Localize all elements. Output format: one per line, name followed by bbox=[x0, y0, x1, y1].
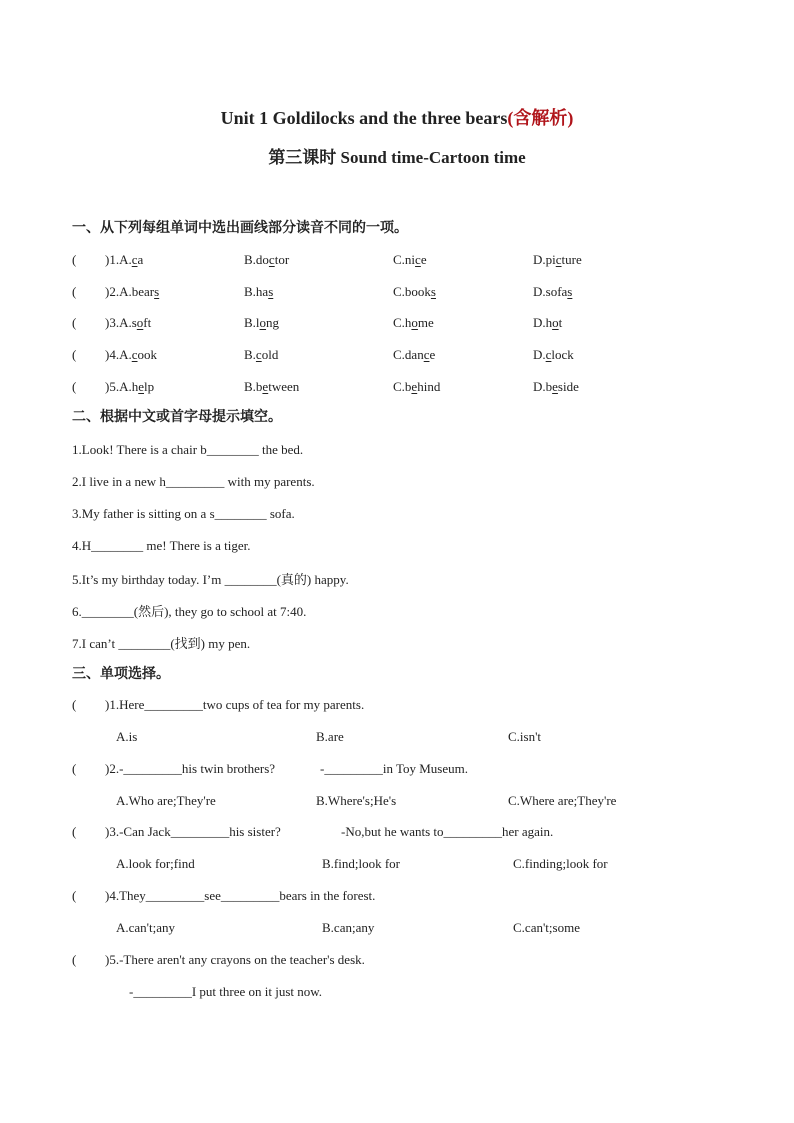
underlined-letter: c bbox=[545, 347, 552, 362]
phonics-option-d: D.hot bbox=[533, 315, 563, 330]
mc-option: C.can't;some bbox=[513, 920, 580, 935]
underlined-letter: s bbox=[567, 284, 573, 299]
question-number: )2. bbox=[105, 284, 120, 299]
underlined-letter: c bbox=[423, 347, 430, 362]
answer-paren: ( bbox=[72, 284, 77, 299]
question-number: )1. bbox=[105, 252, 120, 267]
document-title: Unit 1 Goldilocks and the three bears(含解析) bbox=[220, 108, 574, 128]
underlined-letter: e bbox=[138, 379, 145, 394]
mc-option: B.are bbox=[316, 729, 344, 744]
underlined-letter: o bbox=[552, 315, 559, 330]
underlined-letter: c bbox=[255, 347, 262, 362]
mc-question-2: )2.-_________his twin brothers? bbox=[105, 761, 276, 776]
underlined-letter: c bbox=[555, 252, 562, 267]
phonics-option-d: D.picture bbox=[533, 252, 582, 267]
mc-option: C.isn't bbox=[508, 729, 542, 744]
section1-heading: 一、从下列每组单词中选出画线部分读音不同的一项。 bbox=[72, 220, 408, 236]
phonics-option-b: B.has bbox=[244, 284, 274, 299]
phonics-option-a: )3.A.soft bbox=[105, 315, 152, 330]
mc-question-5-reply: -_________I put three on it just now. bbox=[129, 984, 323, 999]
answer-paren: ( bbox=[72, 952, 77, 967]
mc-option: A.look for;find bbox=[116, 856, 195, 871]
underlined-letter: s bbox=[430, 284, 436, 299]
phonics-option-d: D.clock bbox=[533, 347, 574, 362]
phonics-option-b: B.doctor bbox=[244, 252, 290, 267]
underlined-letter: e bbox=[552, 379, 558, 394]
phonics-option-a: )5.A.help bbox=[105, 379, 155, 394]
section2-heading: 二、根据中文或首字母提示填空。 bbox=[72, 409, 282, 425]
answer-paren: ( bbox=[72, 315, 77, 330]
phonics-option-b: B.cold bbox=[244, 347, 279, 362]
mc-option: C.finding;look for bbox=[513, 856, 608, 871]
phonics-option-c: C.books bbox=[393, 284, 436, 299]
mc-question-3: )3.-Can Jack_________his sister? bbox=[105, 824, 281, 839]
title-suffix: (含解析) bbox=[507, 108, 574, 128]
phonics-option-b: B.between bbox=[244, 379, 300, 394]
phonics-option-a: )1.A.ca bbox=[105, 252, 144, 267]
fill-line-5: 5.It’s my birthday today. I’m ________(真的) happy. bbox=[72, 572, 349, 587]
phonics-option-c: C.nice bbox=[393, 252, 427, 267]
mc-option: A.is bbox=[116, 729, 138, 744]
underlined-letter: c bbox=[415, 252, 421, 267]
underlined-letter: s bbox=[154, 284, 160, 299]
answer-paren: ( bbox=[72, 252, 77, 267]
underlined-letter: c bbox=[268, 252, 275, 267]
phonics-option-d: D.beside bbox=[533, 379, 579, 394]
fill-line-7: 7.I can’t ________(找到) my pen. bbox=[72, 636, 251, 651]
phonics-option-c: C.behind bbox=[393, 379, 441, 394]
answer-paren: ( bbox=[72, 888, 77, 903]
fill-line-3: 3.My father is sitting on a s________ sofa. bbox=[72, 506, 295, 521]
answer-paren: ( bbox=[72, 824, 77, 839]
mc-option: C.Where are;They're bbox=[508, 793, 617, 808]
document-subtitle: 第三课时 Sound time-Cartoon time bbox=[268, 148, 526, 167]
fill-line-1: 1.Look! There is a chair b________ the bed. bbox=[72, 442, 304, 457]
mc-question-5: )5.-There aren't any crayons on the teacher's desk. bbox=[105, 952, 365, 967]
mc-option: A.can't;any bbox=[116, 920, 176, 935]
underlined-letter: o bbox=[411, 315, 418, 330]
mc-option: A.Who are;They're bbox=[116, 793, 216, 808]
mc-option: B.find;look for bbox=[322, 856, 400, 871]
phonics-option-c: C.dance bbox=[393, 347, 436, 362]
mc-option: B.Where's;He's bbox=[316, 793, 397, 808]
question-number: )5. bbox=[105, 379, 120, 394]
answer-paren: ( bbox=[72, 761, 77, 776]
underlined-letter: e bbox=[262, 379, 269, 394]
answer-paren: ( bbox=[72, 697, 77, 712]
underlined-letter: e bbox=[411, 379, 418, 394]
phonics-option-a: )2.A.bears bbox=[105, 284, 160, 299]
phonics-option-b: B.long bbox=[244, 315, 280, 330]
mc-question-4: )4.They_________see_________bears in the forest. bbox=[105, 888, 376, 903]
question-number: )3. bbox=[105, 315, 120, 330]
section3-heading: 三、单项选择。 bbox=[72, 666, 170, 682]
mc-question-2-reply: -_________in Toy Museum. bbox=[320, 761, 468, 776]
mc-question-1: )1.Here_________two cups of tea for my parents. bbox=[105, 697, 365, 712]
question-number: )4. bbox=[105, 347, 120, 362]
underlined-letter: c bbox=[131, 252, 138, 267]
mc-question-3-reply: -No,but he wants to_________her again. bbox=[341, 824, 554, 839]
underlined-letter: o bbox=[136, 315, 144, 330]
phonics-option-c: C.home bbox=[393, 315, 434, 330]
fill-line-6: 6.________(然后), they go to school at 7:40. bbox=[72, 604, 307, 619]
phonics-option-d: D.sofas bbox=[533, 284, 573, 299]
phonics-option-a: )4.A.cook bbox=[105, 347, 158, 362]
underlined-letter: c bbox=[131, 347, 138, 362]
fill-line-2: 2.I live in a new h_________ with my parents. bbox=[72, 474, 315, 489]
underlined-letter: o bbox=[259, 315, 267, 330]
answer-paren: ( bbox=[72, 347, 77, 362]
answer-paren: ( bbox=[72, 379, 77, 394]
mc-option: B.can;any bbox=[322, 920, 375, 935]
fill-line-4: 4.H________ me! There is a tiger. bbox=[72, 538, 251, 553]
underlined-letter: s bbox=[268, 284, 274, 299]
